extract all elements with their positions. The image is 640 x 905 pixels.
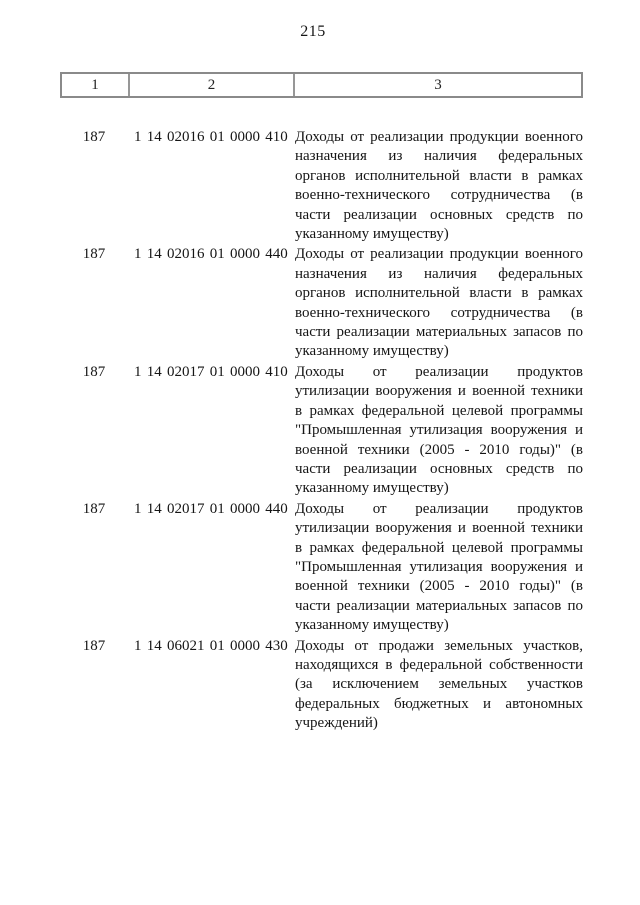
table-header-col1: 1 [62, 74, 130, 96]
row-admin-code: 187 [82, 637, 106, 654]
row-income-name: Доходы от реализации продуктов утилизации вооружения и военной техники в рамках федеральной целевой программы "Промышленная утилизация вооружения и военной техники (2005 - 2010 годы)" (в части реализации основных средств по указанному имуществу) [295, 363, 583, 497]
table-header-col3: 3 [434, 76, 442, 93]
table-row [60, 128, 583, 244]
row-income-name: Доходы от реализации продукции военного назначения из наличия федеральных органов исполнительной власти в рамках военно-технического сотрудничества (в части реализации основных средств по указанному имуществу) [295, 129, 583, 243]
table-body [60, 128, 583, 735]
table-row [60, 363, 583, 499]
table-row [60, 500, 583, 636]
page-number: 215 [300, 23, 326, 40]
row-admin-code: 187 [82, 363, 106, 380]
row-budget-code: 1 14 02016 01 0000 410 [134, 129, 288, 145]
table-row [60, 245, 583, 361]
row-admin-code: 187 [82, 246, 106, 263]
table-row [60, 637, 583, 734]
row-budget-code: 1 14 02017 01 0000 440 [134, 500, 288, 517]
row-income-name: Доходы от реализации продуктов утилизации вооружения и военной техники в рамках федеральной целевой программы "Промышленная утилизация вооружения и военной техники (2005 - 2010 годы)" (в части реализации материальных запасов по указанному имуществу) [295, 500, 583, 634]
row-budget-code: 1 14 06021 01 0000 430 [134, 637, 288, 654]
table-header-col2: 2 [130, 74, 295, 96]
row-admin-code: 187 [82, 500, 106, 517]
row-admin-code: 187 [82, 129, 106, 145]
row-budget-code: 1 14 02017 01 0000 410 [134, 363, 288, 380]
row-budget-code: 1 14 02016 01 0000 440 [134, 246, 288, 263]
row-income-name: Доходы от продажи земельных участков, находящихся в федеральной собственности (за исключением земельных участков федеральных бюджетных и автономных учреждений) [295, 637, 583, 732]
table-header-row [60, 72, 583, 98]
row-income-name: Доходы от реализации продукции военного назначения из наличия федеральных органов исполнительной власти в рамках военно-технического сотрудничества (в части реализации материальных запасов по указанному имуществу) [295, 246, 583, 360]
